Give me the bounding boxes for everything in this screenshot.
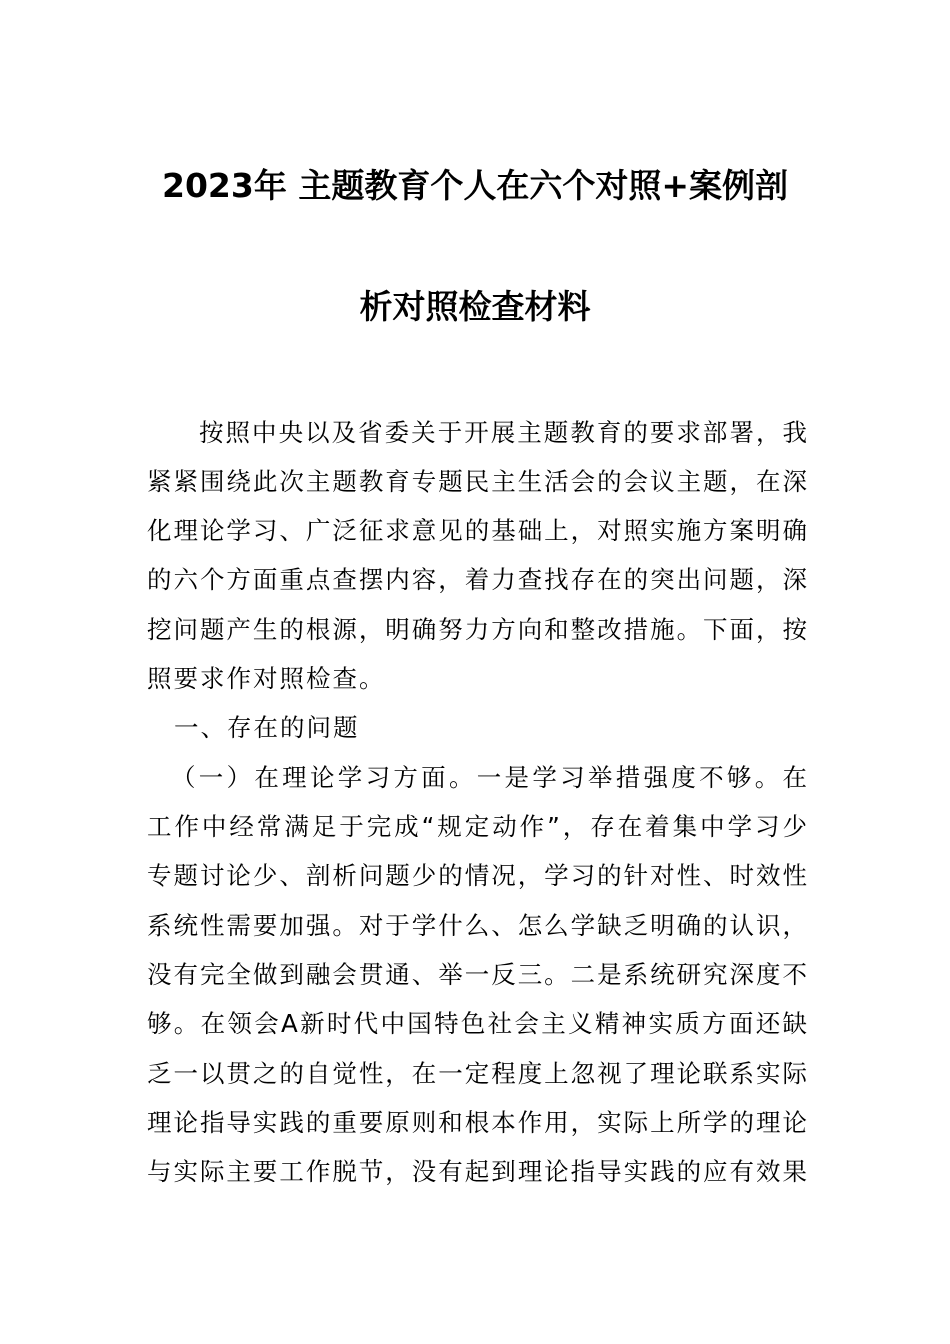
section-heading: 一、存在的问题 [174, 713, 360, 742]
text-line: 挖问题产生的根源，明确努力方向和整改措施。下面，按 [147, 615, 807, 644]
document-title-line-1: 2023年 主题教育个人在六个对照+案例剖 [162, 166, 788, 205]
text-line: 乏一以贯之的自觉性，在一定程度上忽视了理论联系实际 [147, 1059, 807, 1088]
text-line: 的六个方面重点查摆内容，着力查找存在的突出问题，深 [147, 565, 807, 594]
text-line: 没有完全做到融会贯通、举一反三。二是系统研究深度不 [147, 960, 807, 989]
document-title-line-2: 析对照检查材料 [359, 287, 591, 326]
text-line: （一）在理论学习方面。一是学习举措强度不够。在 [171, 763, 807, 792]
text-line: 工作中经常满足于完成“规定动作”，存在着集中学习少 [147, 812, 807, 841]
text-line: 与实际主要工作脱节，没有起到理论指导实践的应有效果 [147, 1157, 807, 1186]
text-line: 紧紧围绕此次主题教育专题民主生活会的会议主题，在深 [147, 467, 807, 496]
text-line: 系统性需要加强。对于学什么、怎么学缺乏明确的认识， [147, 911, 807, 940]
text-line: 理论指导实践的重要原则和根本作用，实际上所学的理论 [147, 1108, 807, 1137]
text-line: 够。在领会A新时代中国特色社会主义精神实质方面还缺 [147, 1009, 807, 1038]
text-line: 按照中央以及省委关于开展主题教育的要求部署，我 [199, 418, 807, 447]
text-line: 化理论学习、广泛征求意见的基础上，对照实施方案明确 [147, 516, 807, 545]
text-line: 专题讨论少、剖析问题少的情况，学习的针对性、时效性 [147, 861, 807, 890]
text-line: 照要求作对照检查。 [147, 664, 386, 693]
